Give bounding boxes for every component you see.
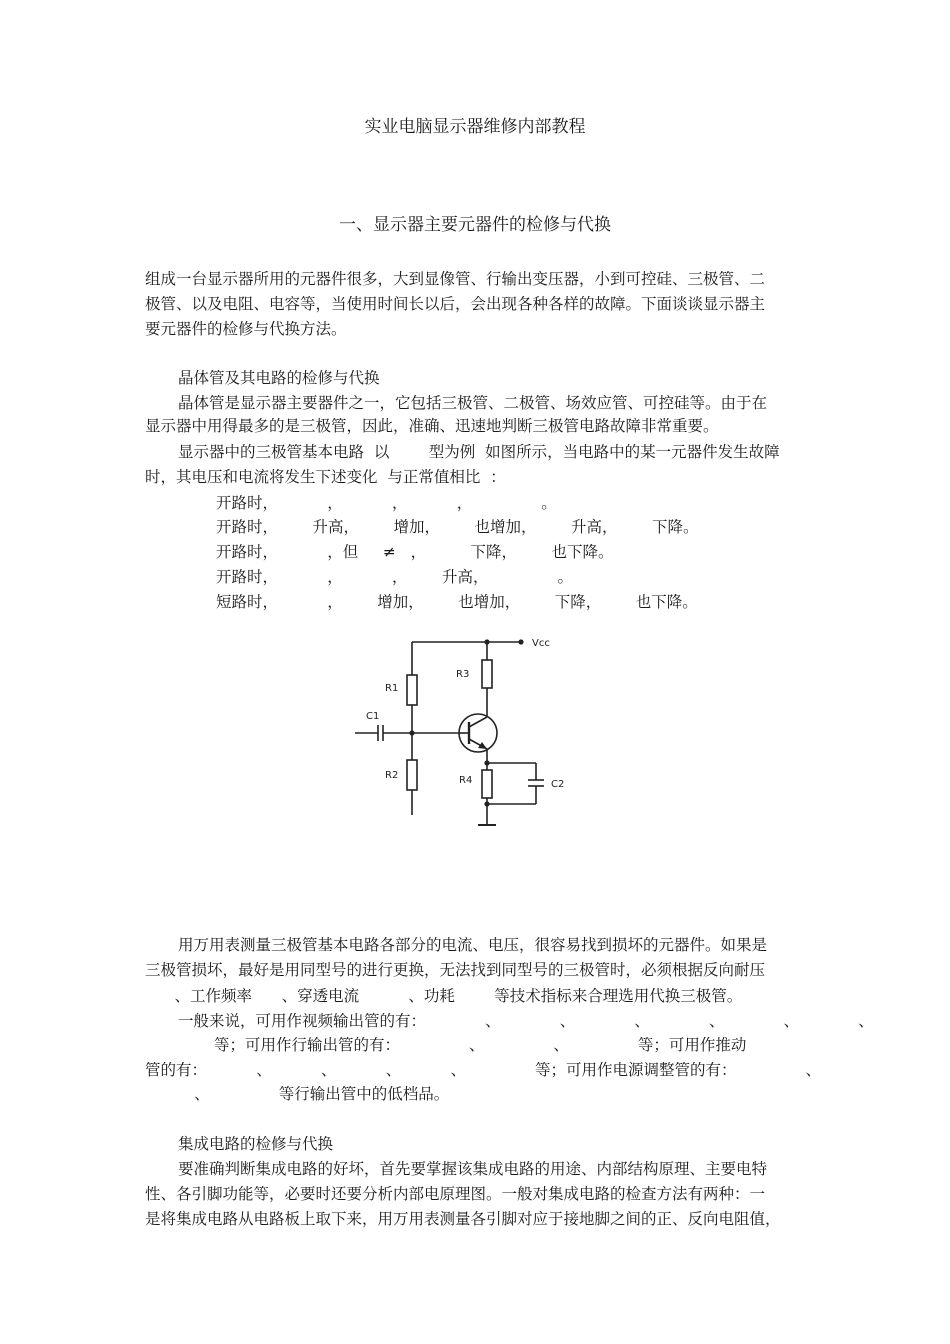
circuit-wire	[469, 717, 487, 727]
para3-line-1: 用万用表测量三极管基本电路各部分的电流、电压，很容易找到损坏的元器件。如果是	[178, 936, 768, 954]
para4-line-1: 一般来说，可用作视频输出管的有： 、 、 、 、 、 、	[178, 1012, 874, 1030]
para3-line-2: 三极管损坏，最好是用同型号的进行更换，无法找到同型号的三极管时，必须根据反向耐压	[145, 961, 766, 979]
r1-label: R1	[385, 683, 399, 694]
r4-label: R4	[459, 775, 473, 786]
transistor-circuit-diagram	[340, 625, 600, 835]
intro-line-3: 要元器件的检修与代换方法。	[145, 320, 347, 338]
para4-line-3: 管的有： 、 、 、 、 等；可用作电源调整管的有： 、	[145, 1061, 822, 1079]
para2-line-1: 显示器中的三极管基本电路 以 型为例 如图所示，当电路中的某一元器件发生故障	[178, 443, 780, 461]
fault-line-1: 开路时， ， ， ， 。	[216, 494, 557, 512]
para1-line-2: 显示器中用得最多的是三极管，因此，准确、迅速地判断三极管电路故障非常重要。	[145, 417, 719, 435]
intro-line-2: 极管、以及电阻、电容等，当使用时间长以后，会出现各种各样的故障。下面谈谈显示器主	[145, 295, 766, 313]
c2-label: C2	[551, 779, 565, 790]
para5-line-1: 要准确判断集成电路的好坏，首先要掌握该集成电路的用途、内部结构原理、主要电特	[178, 1160, 768, 1178]
vcc-terminal	[518, 639, 523, 644]
fault-line-4: 开路时， ， ， 升高， 。	[216, 568, 574, 586]
para5-line-3: 是将集成电路从电路板上取下来，用万用表测量各引脚对应于接地脚之间的正、反向电阻值，	[145, 1210, 781, 1228]
subheading-ic: 集成电路的检修与代换	[178, 1135, 334, 1153]
resistor-r1	[407, 675, 417, 705]
subheading-transistor: 晶体管及其电路的检修与代换	[178, 369, 380, 387]
r2-label: R2	[385, 770, 399, 781]
para3-line-3: 、工作频率 、穿透电流 、功耗 等技术指标来合理选用代换三极管。	[145, 987, 743, 1005]
para4-line-2: 等；可用作行输出管的有： 、 、 等；可用作推动	[145, 1036, 747, 1054]
c1-label: C1	[366, 711, 380, 722]
resistor-r2	[407, 760, 417, 790]
para4-line-4: 、 等行输出管中的低档品。	[145, 1085, 450, 1103]
para2-line-2: 时，其电压和电流将发生下述变化 与正常值相比 ：	[145, 468, 506, 486]
fault-line-3: 开路时， ，但 ≠ ， 下降， 也下降。	[216, 543, 614, 561]
fault-line-2: 开路时， 升高， 增加， 也增加， 升高， 下降。	[216, 518, 699, 536]
resistor-r4	[482, 770, 492, 798]
vcc-label: Vcc	[532, 638, 550, 649]
document-title: 实业电脑显示器维修内部教程	[364, 117, 586, 137]
fault-line-5: 短路时， ， 增加， 也增加， 下降， 也下降。	[216, 593, 698, 611]
circuit-wire	[484, 639, 489, 644]
resistor-r3	[482, 660, 492, 688]
r3-label: R3	[456, 669, 470, 680]
section-heading-1: 一、显示器主要元器件的检修与代换	[339, 215, 611, 235]
intro-line-1: 组成一台显示器所用的元器件很多，大到显像管、行输出变压器，小到可控硅、三极管、二	[145, 270, 766, 288]
para1-line-1: 晶体管是显示器主要器件之一，它包括三极管、二极管、场效应管、可控硅等。由于在	[178, 394, 768, 412]
para5-line-2: 性、各引脚功能等，必要时还要分析内部电原理图。一般对集成电路的检查方法有两种：一	[145, 1185, 766, 1203]
